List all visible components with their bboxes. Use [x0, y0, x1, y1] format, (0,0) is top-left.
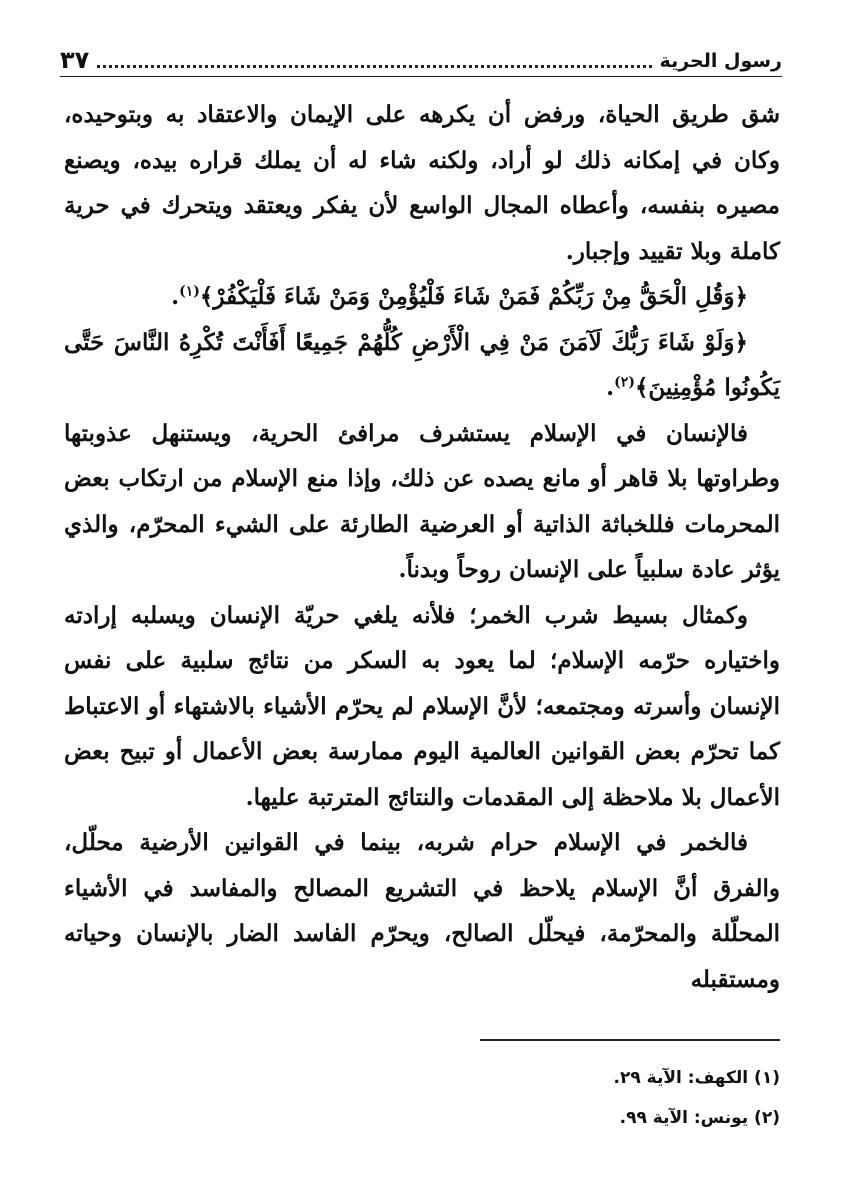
- header-dot-leader: [97, 49, 651, 68]
- paragraph: فالإنسان في الإسلام يستشرف مرافئ الحرية، ويستنهل عذوبتها وطراوتها بلا قاهر أو مانع يصده عن ذلك، وإذا منع الإسلام من ارتكاب بعض المحرمات فللخباثة الذاتية أو العرضية الطارئة على الشيء المحرّم، والذي يؤثر عادة سلبياً على الإنسان روحاً وبدناً.: [64, 419, 780, 583]
- quran-verse: [64, 274, 780, 320]
- verse-end: .: [171, 283, 180, 310]
- footnote-ref: (٢): [614, 374, 635, 391]
- verse-text: ﴿وَلَوْ شَاءَ رَبُّكَ لَآمَنَ مَنْ فِي الْأَرْضِ كُلُّهُمْ جَمِيعًا أَفَأَنْتَ تُكْرِهُ النَّاسَ حَتَّى يَكُونُوا مُؤْمِنِينَ﴾: [64, 328, 780, 401]
- footnotes: [200, 1058, 780, 1138]
- footnote-divider: [480, 1039, 780, 1041]
- footnote-ref: (١): [179, 283, 200, 300]
- header-title: رسول الحرية: [659, 50, 782, 72]
- footnote: (٢) يونس: الآية ٩٩.: [619, 1108, 780, 1128]
- running-header: [60, 36, 782, 77]
- paragraph: وكمثال بسيط شرب الخمر؛ فلأنه يلغي حريّة الإنسان ويسلبه إرادته واختياره حرّمه الإسلام؛ لما يعود به السكر من نتائج سلبية على نفس الإنسان وأسرته ومجتمعه؛ لأنَّ الإسلام لم يحرّم الأشياء بالاشتهاء أو الاعتباط كما تحرّم بعض القوانين العالمية اليوم ممارسة بعض الأعمال أو تبيح بعض الأعمال بلا ملاحظة إلى المقدمات والنتائج المترتبة عليها.: [64, 601, 780, 811]
- verse-text: ﴿وَقُلِ الْحَقُّ مِنْ رَبِّكُمْ فَمَنْ شَاءَ فَلْيُؤْمِنْ وَمَنْ شَاءَ فَلْيَكْفُرْ﴾: [199, 283, 748, 310]
- verse-end: .: [606, 374, 615, 401]
- quran-verse: [64, 320, 780, 411]
- main-text: [64, 92, 780, 1002]
- paragraph: شق طريق الحياة، ورفض أن يكرهه على الإيمان والاعتقاد به وبتوحيده، وكان في إمكانه ذلك لو أراد، ولكنه شاء له أن يملك قراره بيده، ويصنع مصيره بنفسه، وأعطاه المجال الواسع لأن يفكر ويعتقد ويتحرك في حرية كاملة وبلا تقييد وإجبار.: [64, 101, 780, 265]
- footnote: (١) الكهف: الآية ٢٩.: [613, 1068, 780, 1088]
- page-number: ٣٧: [60, 46, 90, 74]
- paragraph: فالخمر في الإسلام حرام شربه، بينما في القوانين الأرضية محلّل، والفرق أنَّ الإسلام يلاحظ في التشريع المصالح والمفاسد في الأشياء المحلّلة والمحرّمة، فيحلّل الصالح، ويحرّم الفاسد الضار بالإنسان وحياته ومستقبله: [64, 829, 780, 993]
